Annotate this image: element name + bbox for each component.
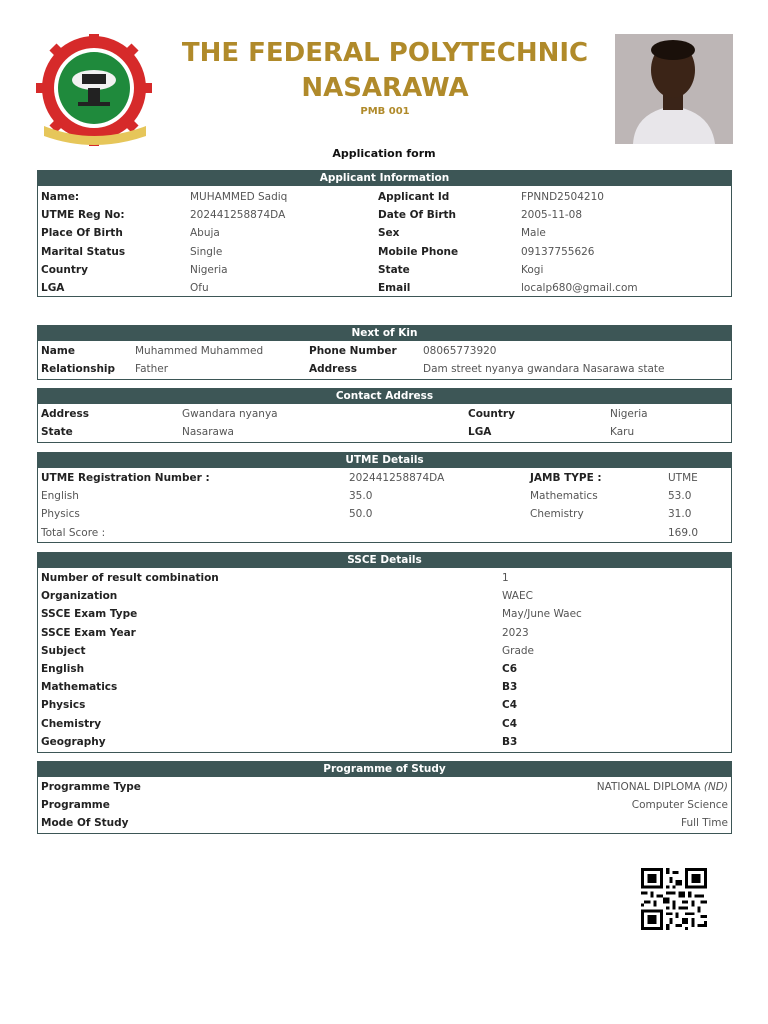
table-row <box>38 360 731 378</box>
table-row <box>38 423 731 441</box>
table-row <box>38 487 731 505</box>
field-value: 09137755626 <box>521 245 595 258</box>
field-label: State <box>41 426 73 439</box>
applicant-photo <box>615 34 733 144</box>
utme-reg-value: 202441258874DA <box>349 472 445 484</box>
field-value: Nigeria <box>610 408 648 420</box>
field-value: 2023 <box>502 626 529 639</box>
ssce-details-section <box>37 552 732 753</box>
table-row <box>38 524 731 542</box>
subject-score: 53.0 <box>668 490 692 503</box>
field-value: MUHAMMED Sadiq <box>190 191 288 203</box>
subject-grade: C4 <box>502 699 518 712</box>
table-row <box>38 696 731 714</box>
field-label: SSCE Exam Type <box>41 608 138 621</box>
programme-type-value <box>597 778 728 796</box>
field-label: UTME Reg No: <box>41 209 125 222</box>
table-row <box>38 624 731 642</box>
subject-score: 50.0 <box>349 508 373 521</box>
pmb-label: PMB 001 <box>360 106 410 117</box>
mode-of-study-value: Full Time <box>681 817 728 830</box>
field-value: WAEC <box>502 590 533 603</box>
table-row <box>38 469 731 487</box>
jamb-type-value: UTME <box>668 472 698 484</box>
field-label: Address <box>41 408 89 420</box>
subject-name: Mathematics <box>41 681 118 694</box>
subject-grade: C6 <box>502 662 518 675</box>
programme-type-label: Programme Type <box>41 781 141 793</box>
field-value: Abuja <box>190 227 220 240</box>
programme-type-abbr: (ND) <box>703 781 728 793</box>
field-label: SSCE Exam Year <box>41 626 136 639</box>
field-label: Country <box>41 263 88 276</box>
field-label: Phone Number <box>309 345 397 357</box>
table-row <box>38 569 731 587</box>
field-label: Marital Status <box>41 245 126 258</box>
field-label: Name <box>41 345 75 357</box>
title-line-1: THE FEDERAL POLYTECHNIC <box>181 38 589 68</box>
field-value: 202441258874DA <box>190 209 286 222</box>
table-row <box>38 261 731 279</box>
programme-label: Programme <box>41 799 110 812</box>
table-row <box>38 814 731 832</box>
field-label: Email <box>378 281 411 294</box>
subject-name: Geography <box>41 735 106 748</box>
table-row <box>38 587 731 605</box>
field-value: Grade <box>502 644 535 657</box>
mode-of-study-label: Mode Of Study <box>41 817 129 830</box>
table-row <box>38 279 731 297</box>
table-row <box>38 188 731 206</box>
field-label: Organization <box>41 590 118 603</box>
field-label: Country <box>468 408 515 420</box>
field-value: FPNND2504210 <box>521 191 604 203</box>
field-value: 2005-11-08 <box>521 209 583 222</box>
field-value: May/June Waec <box>502 608 582 621</box>
field-label: Number of result combination <box>41 572 219 584</box>
field-label: Relationship <box>41 363 116 376</box>
section-heading: Contact Address <box>38 389 731 404</box>
section-heading: Next of Kin <box>38 326 731 341</box>
field-label: Place Of Birth <box>41 227 123 240</box>
table-row <box>38 243 731 261</box>
jamb-type-label: JAMB TYPE : <box>530 472 602 484</box>
table-row <box>38 715 731 733</box>
field-label: Name: <box>41 191 80 203</box>
table-row <box>38 405 731 423</box>
table-row <box>38 605 731 623</box>
field-value: Karu <box>610 426 635 439</box>
field-value: localp680@gmail.com <box>521 281 638 294</box>
section-heading: SSCE Details <box>38 553 731 568</box>
table-row <box>38 796 731 814</box>
subject-grade: C4 <box>502 717 518 730</box>
field-value: Dam street nyanya gwandara Nasarawa state <box>423 363 665 376</box>
total-score-value: 169.0 <box>668 526 699 539</box>
table-row <box>38 660 731 678</box>
field-label: Applicant Id <box>378 191 450 203</box>
subject-name: Chemistry <box>41 717 102 730</box>
subject-name: Mathematics <box>530 490 598 503</box>
utme-reg-label: UTME Registration Number : <box>41 472 210 484</box>
field-label: Date Of Birth <box>378 209 457 222</box>
subject-name: Physics <box>41 508 80 521</box>
utme-details-section <box>37 452 732 543</box>
field-value: Single <box>190 245 223 258</box>
field-label: Sex <box>378 227 400 240</box>
programme-type-name: NATIONAL DIPLOMA <box>596 781 701 793</box>
school-logo <box>36 34 154 146</box>
field-label: LGA <box>468 426 492 439</box>
programme-value: Computer Science <box>631 799 728 812</box>
table-row <box>38 778 731 796</box>
field-label: LGA <box>41 281 65 294</box>
table-row <box>38 342 731 360</box>
next-of-kin-section <box>37 325 732 380</box>
field-value: Male <box>521 227 546 240</box>
subject-grade: B3 <box>502 735 518 748</box>
field-value: Father <box>135 363 169 376</box>
field-value: Gwandara nyanya <box>182 408 278 420</box>
form-title: Application form <box>332 147 436 160</box>
applicant-information-section <box>37 170 732 297</box>
field-value: Nigeria <box>190 263 228 276</box>
table-row <box>38 206 731 224</box>
total-score-label: Total Score : <box>41 526 106 539</box>
table-row <box>38 224 731 242</box>
field-label: Address <box>309 363 357 376</box>
title-line-2: NASARAWA <box>301 73 469 103</box>
field-label: Subject <box>41 644 86 657</box>
section-heading: UTME Details <box>38 453 731 468</box>
table-row <box>38 505 731 523</box>
section-heading: Programme of Study <box>38 762 731 777</box>
programme-of-study-section <box>37 761 732 834</box>
field-value: Muhammed Muhammed <box>135 345 264 357</box>
field-value: Kogi <box>521 263 544 276</box>
subject-name: English <box>41 490 79 503</box>
subject-name: Chemistry <box>530 508 584 521</box>
field-value: 08065773920 <box>423 345 497 357</box>
subject-score: 35.0 <box>349 490 373 503</box>
field-value: Ofu <box>190 281 209 294</box>
subject-grade: B3 <box>502 681 518 694</box>
section-heading: Applicant Information <box>38 171 731 186</box>
subject-score: 31.0 <box>668 508 692 521</box>
field-value: Nasarawa <box>182 426 234 439</box>
contact-address-section <box>37 388 732 443</box>
table-row <box>38 678 731 696</box>
qr-code <box>641 868 707 930</box>
field-label: State <box>378 263 410 276</box>
table-row <box>38 733 731 751</box>
field-value: 1 <box>502 572 509 584</box>
field-label: Mobile Phone <box>378 245 459 258</box>
subject-name: Physics <box>41 699 86 712</box>
subject-name: English <box>41 662 85 675</box>
table-row <box>38 642 731 660</box>
